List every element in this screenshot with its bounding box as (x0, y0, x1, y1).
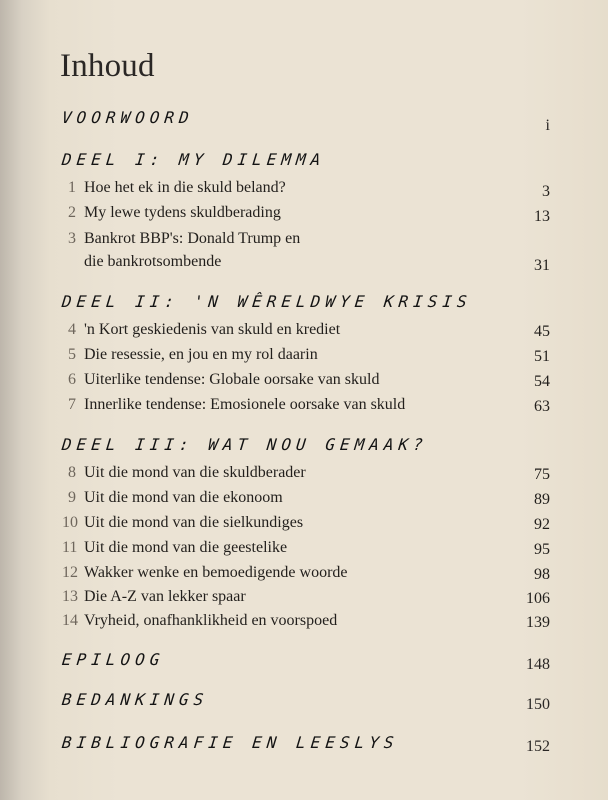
chapter-title: Hoe het ek in die skuld beland? (84, 179, 286, 196)
chapter-title: Innerlike tendense: Emosionele oorsake van skuld (84, 396, 406, 413)
chapter-page: 3 (542, 183, 550, 200)
chapter-page: 51 (534, 348, 550, 365)
chapter-title: Die A-Z van lekker spaar (84, 588, 246, 605)
chapter-number: 9 (68, 489, 76, 506)
chapter-page: 31 (534, 257, 550, 274)
section-voorwoord: VOORWOORD (61, 108, 195, 127)
chapter-page: 54 (534, 373, 550, 390)
chapter-number: 2 (68, 204, 76, 221)
chapter-number: 14 (62, 612, 78, 629)
chapter-number: 6 (68, 371, 76, 388)
chapter-page: 106 (526, 590, 550, 607)
section-deel-3: DEEL III: WAT NOU GEMAAK? (61, 435, 429, 454)
page-number-voorwoord: i (545, 117, 550, 134)
chapter-page: 139 (526, 614, 550, 631)
chapter-number: 3 (68, 230, 76, 247)
chapter-title: Uit die mond van die geestelike (84, 539, 288, 556)
chapter-number: 4 (68, 321, 76, 338)
chapter-number: 5 (68, 346, 76, 363)
chapter-number: 1 (68, 179, 76, 196)
chapter-number: 7 (68, 396, 76, 413)
page-number-bibliografie: 152 (526, 738, 550, 755)
chapter-title: My lewe tydens skuldberading (84, 204, 281, 221)
chapter-page: 89 (534, 491, 550, 508)
section-bedankings: BEDANKINGS (61, 690, 210, 709)
chapter-title-continued: die bankrotsombende (84, 253, 222, 270)
page-title: Inhoud (60, 48, 155, 84)
section-deel-2: DEEL II: 'N WÊRELDWYE KRISIS (61, 292, 473, 311)
chapter-page: 95 (534, 541, 550, 558)
chapter-title: Bankrot BBP's: Donald Trump en (84, 230, 301, 247)
chapter-title: Vryheid, onafhanklikheid en voorspoed (84, 612, 338, 629)
chapter-number: 8 (68, 464, 76, 481)
section-bibliografie: BIBLIOGRAFIE EN LEESLYS (61, 733, 400, 752)
chapter-page: 75 (534, 466, 550, 483)
chapter-page: 98 (534, 566, 550, 583)
chapter-page: 92 (534, 516, 550, 533)
chapter-title: Uiterlike tendense: Globale oorsake van skuld (84, 371, 380, 388)
page-number-bedankings: 150 (526, 696, 550, 713)
chapter-title: Uit die mond van die skuldberader (84, 464, 306, 481)
chapter-page: 13 (534, 208, 550, 225)
chapter-number: 10 (62, 514, 78, 531)
chapter-title: Die resessie, en jou en my rol daarin (84, 346, 318, 363)
chapter-number: 13 (62, 588, 78, 605)
page-number-epiloog: 148 (526, 656, 550, 673)
chapter-page: 63 (534, 398, 550, 415)
chapter-title: 'n Kort geskiedenis van skuld en krediet (84, 321, 341, 338)
section-deel-1: DEEL I: MY DILEMMA (61, 150, 327, 169)
chapter-number: 12 (62, 564, 78, 581)
chapter-title: Uit die mond van die ekonoom (84, 489, 283, 506)
chapter-title: Wakker wenke en bemoedigende woorde (84, 564, 348, 581)
chapter-page: 45 (534, 323, 550, 340)
chapter-number: 11 (62, 539, 78, 556)
chapter-title: Uit die mond van die sielkundiges (84, 514, 304, 531)
section-epiloog: EPILOOG (61, 650, 166, 669)
